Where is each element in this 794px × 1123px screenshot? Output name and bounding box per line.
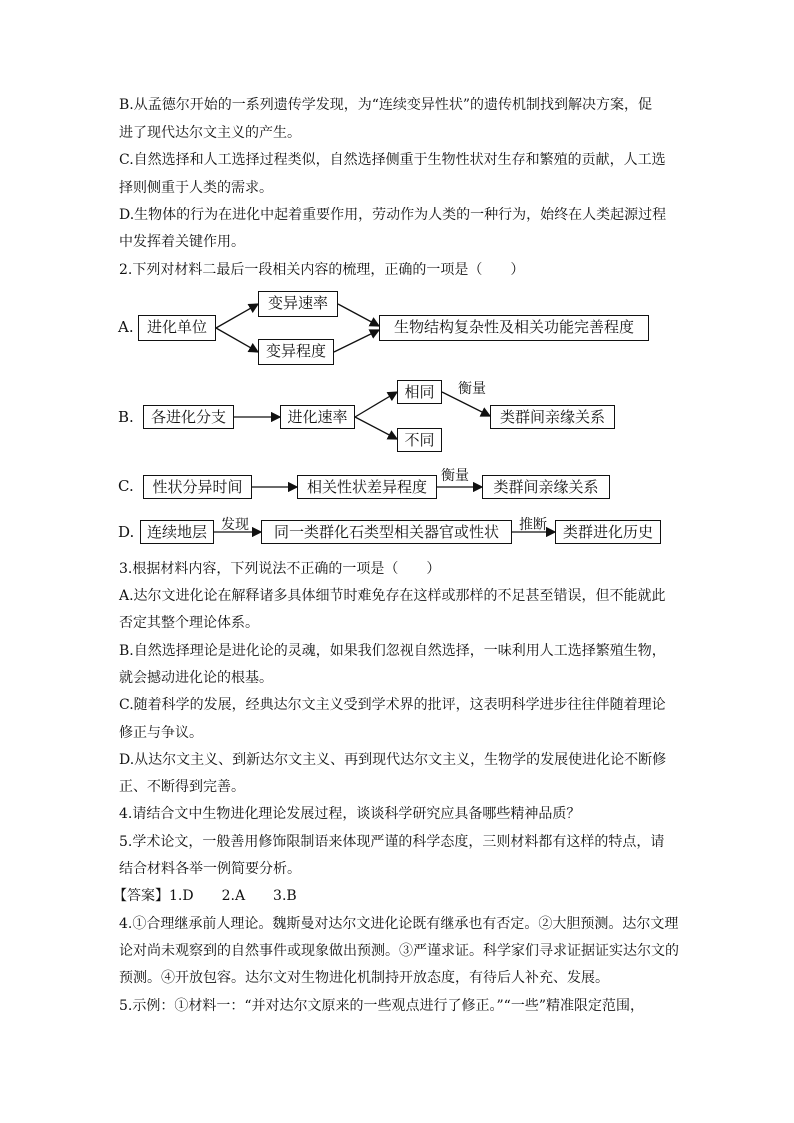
q2-d-edge-discover: 发现 [221,517,249,533]
answer-4-line2: 论对尚未观察到的自然事件或现象做出预测。③严谨求证。科学家们寻求证据证实达尔文的 [119,943,679,959]
q3-option-a-line1: A.达尔文进化论在解释诸多具体细节时难免存在这样或那样的不足甚至错误，但不能就此 [119,588,666,604]
answer-4-line3: 预测。④开放包容。达尔文对生物进化机制持开放态度，有待后人补充、发展。 [119,970,609,986]
q3-stem: 3.根据材料内容，下列说法不正确的一项是（ ） [119,561,441,577]
q2-b-node-branches: 各进化分支 [143,405,234,429]
q2-b-node-kinship: 类群间亲缘关系 [490,405,615,429]
q2-c-node-divergence-time: 性状分异时间 [143,475,252,499]
q2-option-d-label: D. [118,523,135,541]
q2-b-node-different: 不同 [397,428,442,452]
q2-b-edge-measure: 衡量 [458,381,486,397]
q3-option-d-line1: D.从达尔文主义、到新达尔文主义、再到现代达尔文主义，生物学的发展使进化论不断修 [119,752,667,768]
q2-d-node-history: 类群进化历史 [555,520,661,544]
q1-option-c-line2: 择则侧重于人类的需求。 [119,180,273,196]
q3-option-d-line2: 正、不断得到完善。 [119,779,245,795]
answer-heading: 【答案】1.D 2.A 3.B [113,888,297,904]
q1-option-b-line1: B.从孟德尔开始的一系列遗传学发现，为“连续变异性状”的遗传机制找到解决方案，促 [119,97,653,113]
q2-b-node-same: 相同 [397,380,442,404]
answer-4-line1: 4.①合理继承前人理论。魏斯曼对达尔文进化论既有继承也有否定。②大胆预测。达尔文理 [119,916,679,932]
q4-stem: 4.请结合文中生物进化理论发展过程，谈谈科学研究应具备哪些精神品质？ [119,806,581,822]
q2-option-c-label: C. [118,477,134,495]
q2-a-node-variation-rate: 变异速率 [258,291,338,317]
q2-stem: 2.下列对材料二最后一段相关内容的梳理，正确的一项是（ ） [119,262,525,278]
q2-a-node-variation-degree: 变异程度 [258,339,334,365]
answer-5-line1: 5.示例：①材料一：“并对达尔文原来的一些观点进行了修正。”“一些”精准限定范围， [119,998,644,1014]
q3-option-b-line2: 就会撼动进化论的根基。 [119,670,273,686]
q3-option-c-line2: 修正与争议。 [119,725,203,741]
q1-option-c-line1: C.自然选择和人工选择过程类似，自然选择侧重于生物性状对生存和繁殖的贡献，人工选 [119,152,666,168]
q2-d-node-fossils: 同一类群化石类型相关器官或性状 [261,520,512,544]
q1-option-b-line2: 进了现代达尔文主义的产生。 [119,125,301,141]
q2-d-edge-infer: 推断 [519,517,547,533]
q2-c-node-kinship: 类群间亲缘关系 [482,475,610,499]
q2-b-node-evolution-rate: 进化速率 [280,405,355,429]
q5-stem-line1: 5.学术论文，一般善用修饰限制语来体现严谨的科学态度，三则材料都有这样的特点，请 [119,834,665,850]
q3-option-b-line1: B.自然选择理论是进化论的灵魂，如果我们忽视自然选择，一味利用人工选择繁殖生物， [119,643,666,659]
q2-c-node-trait-difference: 相关性状差异程度 [297,475,437,499]
q3-option-a-line2: 否定其整个理论体系。 [119,615,259,631]
q2-a-node-complexity: 生物结构复杂性及相关功能完善程度 [379,315,649,341]
q2-c-edge-measure: 衡量 [441,468,469,484]
q5-stem-line2: 结合材料各举一例简要分析。 [119,861,301,877]
q2-a-node-evolution-unit: 进化单位 [138,315,216,341]
q2-d-node-strata: 连续地层 [140,520,214,544]
q3-option-c-line1: C.随着科学的发展，经典达尔文主义受到学术界的批评，这表明科学进步往往伴随着理论 [119,697,666,713]
q1-option-d-line2: 中发挥着关键作用。 [119,234,245,250]
q2-option-a-label: A. [118,318,134,336]
q1-option-d-line1: D.生物体的行为在进化中起着重要作用，劳动作为人类的一种行为，始终在人类起源过程 [119,207,667,223]
q2-option-b-label: B. [118,408,134,426]
